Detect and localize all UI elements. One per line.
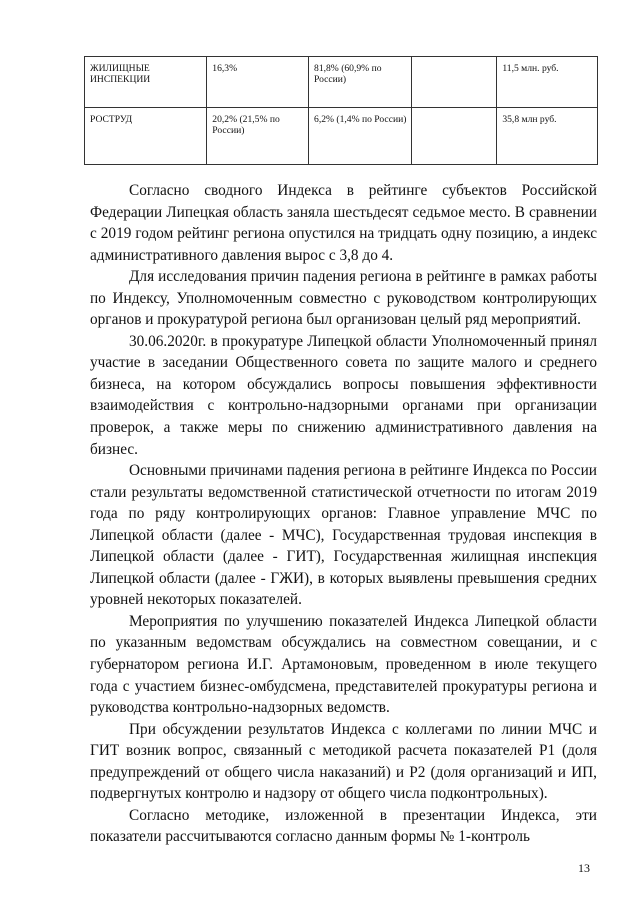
body-text bbox=[90, 180, 597, 848]
table-row bbox=[85, 108, 598, 165]
paragraph: Основными причинами падения региона в рейтинге Индекса по России стали результаты ведомственной статистической отчетности по итогам 2019 года по ряду контролирующих органов: Главное управление МЧС по Липецкой области (далее - МЧС), Государственная трудовая инспекция в Липецкой области (далее - ГИТ), Государственная жилищная инспекция Липецкой области (далее - ГЖИ), в которых выявлены превышения средних уровней некоторых показателей. bbox=[90, 462, 597, 609]
paragraph: 30.06.2020г. в прокуратуре Липецкой области Уполномоченный принял участие в заседании Общественного совета по защите малого и среднего бизнеса, на котором обсуждались вопросы повышения эффективности взаимодействия с контрольно-надзорными органами при организации проверок, а также меры по снижению административного давления на бизнес. bbox=[90, 332, 597, 458]
data-table bbox=[84, 56, 598, 165]
paragraph: При обсуждении результатов Индекса с коллегами по линии МЧС и ГИТ возник вопрос, связанный с методикой расчета показателей Р1 (доля предупреждений от общего числа наказаний) и Р2 (доля организаций и ИП, подвергнутых контролю и надзору от общего числа подконтрольных). bbox=[90, 720, 597, 803]
page-number: 13 bbox=[578, 861, 590, 875]
table-cell: ЖИЛИЩНЫЕ ИНСПЕКЦИИ bbox=[85, 57, 207, 108]
table-row bbox=[85, 57, 598, 108]
table-cell: 6,2% (1,4% по России) bbox=[309, 108, 412, 165]
table-cell: 81,8% (60,9% по России) bbox=[309, 57, 412, 108]
table-cell bbox=[411, 108, 497, 165]
table-cell: 35,8 млн руб. bbox=[497, 108, 598, 165]
paragraph: Согласно сводного Индекса в рейтинге субъектов Российской Федерации Липецкая область заняла шестьдесят седьмое место. В сравнении с 2019 годом рейтинг региона опустился на тридцать одну позицию, а индекс административного давления вырос с 3,8 до 4. bbox=[90, 182, 597, 264]
paragraph: Согласно методике, изложенной в презентации Индекса, эти показатели рассчитываются согласно данным формы № 1-контроль bbox=[90, 806, 597, 846]
paragraph: Мероприятия по улучшению показателей Индекса Липецкой области по указанным ведомствам обсуждались на совместном совещании, и с губернатором региона И.Г. Артамоновым, проведенном в июле текущего года с участием бизнес-омбудсмена, представителей прокуратуры региона и руководства контрольно-надзорных ведомств. bbox=[90, 612, 597, 717]
table-cell bbox=[411, 57, 497, 108]
table-cell: РОСТРУД bbox=[85, 108, 207, 165]
table-cell: 11,5 млн. руб. bbox=[497, 57, 598, 108]
table-cell: 20,2% (21,5% по России) bbox=[207, 108, 309, 165]
table-cell: 16,3% bbox=[207, 57, 309, 108]
paragraph: Для исследования причин падения региона в рейтинге в рамках работы по Индексу, Уполномоченным совместно с руководством контролирующих органов и прокуратурой региона был организован целый ряд мероприятий. bbox=[90, 268, 597, 329]
